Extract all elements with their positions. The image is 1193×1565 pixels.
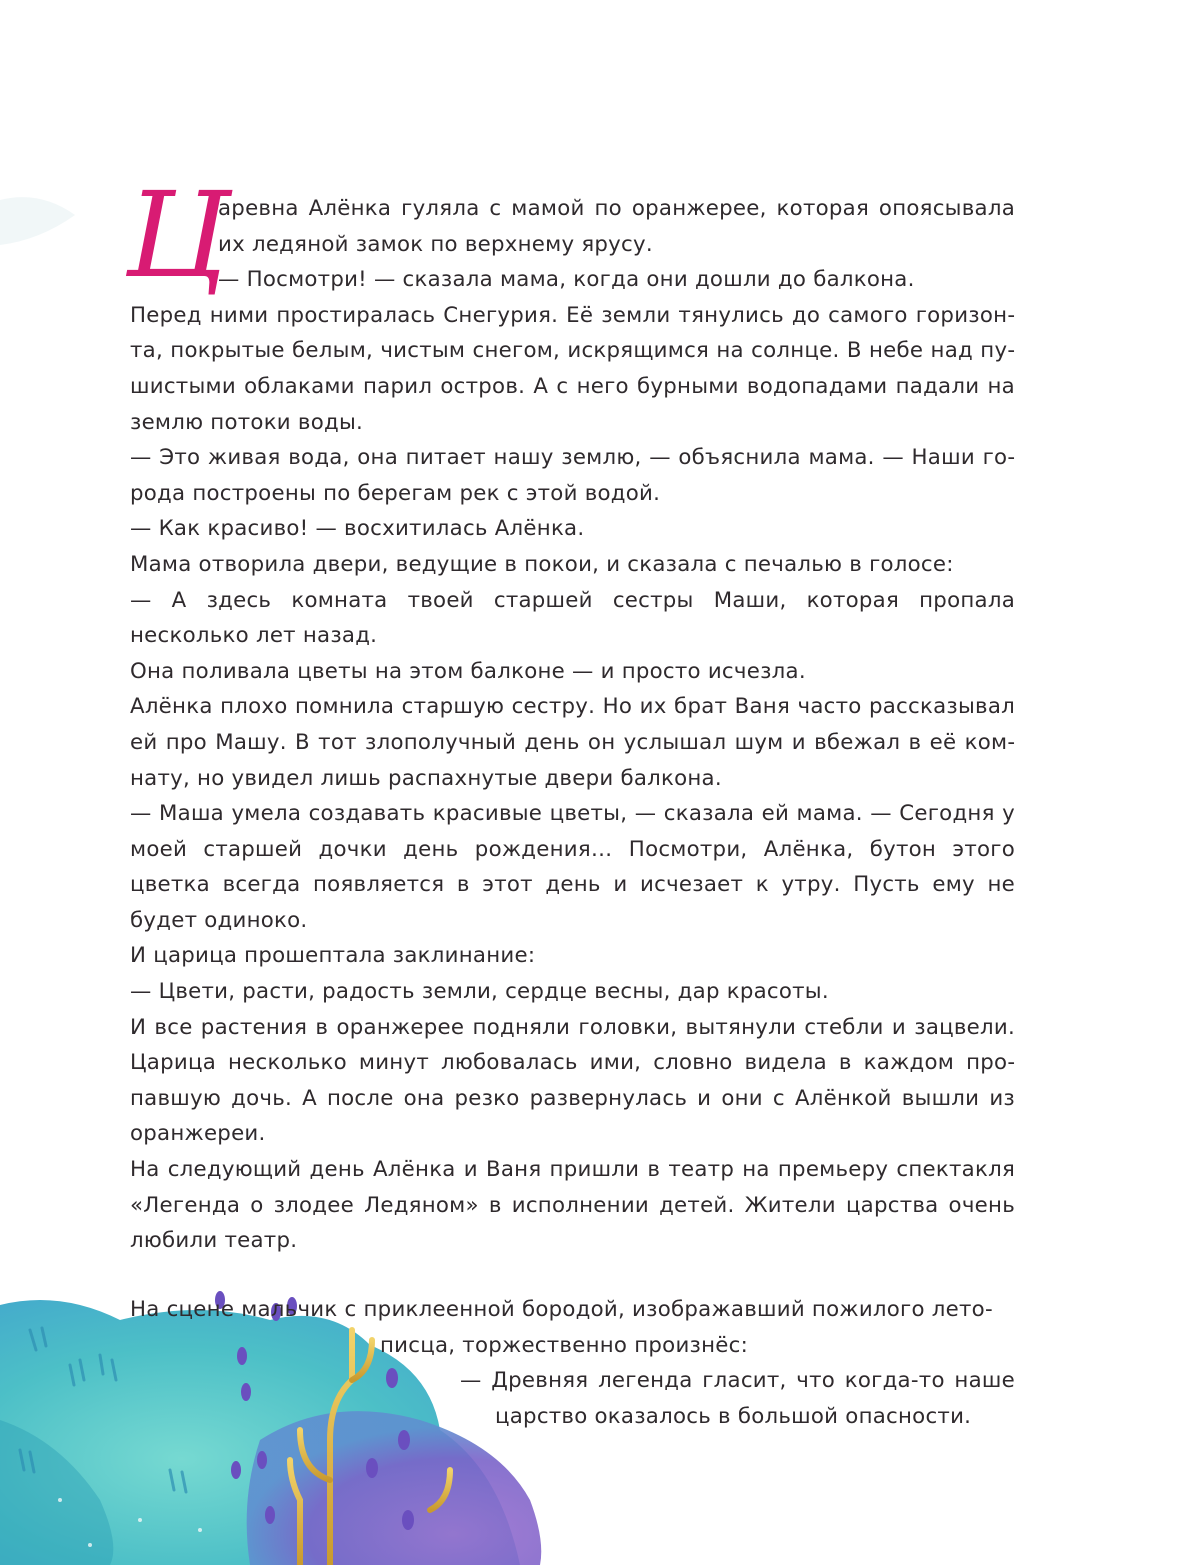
tail-line: царство оказалось в большой опасности. [495, 1403, 972, 1429]
paragraph: На следующий день Алёнка и Ваня пришли в театр на премьеру спектакля «Легенда о злодее Ледяном» в исполнении детей. Жители царства очень любили театр. [130, 1157, 1015, 1254]
paragraph: Она поливала цветы на этом балконе — и просто исчезла. [130, 658, 806, 684]
tail-line: На сцене мальчик с приклеенной бородой, изображавший пожилого лето- [130, 1297, 993, 1322]
paragraph: Перед ними простиралась Снегурия. Её земли тянулись до самого горизонта, покрытые белым, чистым снегом, искрящимся на солнце. В небе над пушистыми облаками парил остров. А с него бурными водопадами падали на землю потоки воды. [130, 302, 1015, 435]
paragraph: — Это живая вода, она питает нашу землю, — объяснила мама. — Наши города построены по берегам рек с этой водой. [130, 445, 1015, 506]
svg-text:Ц: Ц [126, 166, 230, 304]
paragraph: И все растения в оранжерее подняли головки, вытянули стебли и зацвели. Царица несколько минут любовалась ими, словно видела в каждом пропавшую дочь. А после она резко развернулась и они с Алёнкой вышли из оранжереи. [130, 1014, 1015, 1147]
paragraph: Мама отворила двери, ведущие в покои, и сказала с печалью в голосе: [130, 551, 954, 577]
paragraph: Алёнка плохо помнила старшую сестру. Но их брат Ваня часто рассказывал ей про Машу. В тот злополучный день он услышал шум и вбежал в её комнату, но увидел лишь распахнутые двери балкона. [130, 694, 1015, 791]
paragraph: аревна Алёнка гуляла с мамой по оранжерее, которая опоясывала их ледяной замок по верхнему ярусу. [218, 196, 1015, 257]
paragraph: — Маша умела создавать красивые цветы, — сказала ей мама. — Сегодня у моей старшей дочки день рождения… Посмотри, Алёнка, бутон этого цветка всегда появляется в этот день и исчезает к утру. Пусть ему не будет одиноко. [130, 801, 1015, 933]
tail-line: писца, торжественно произнёс: [380, 1332, 749, 1358]
tail-line: — Древняя легенда гласит, что когда-то наше [460, 1368, 1015, 1394]
paragraph: И царица прошептала заклинание: [130, 943, 536, 969]
drop-cap [120, 166, 230, 304]
paragraph: — А здесь комната твоей старшей сестры Маши, которая пропала несколько лет назад. [130, 587, 1015, 649]
story-text [126, 166, 1015, 1259]
paragraph: — Цвети, расти, радость земли, сердце весны, дар красоты. [130, 979, 829, 1005]
paragraph: — Как красиво! — восхитилась Алёнка. [130, 516, 585, 542]
paragraph: — Посмотри! — сказала мама, когда они дошли до балкона. [218, 267, 915, 293]
story-tail [130, 1292, 1015, 1434]
